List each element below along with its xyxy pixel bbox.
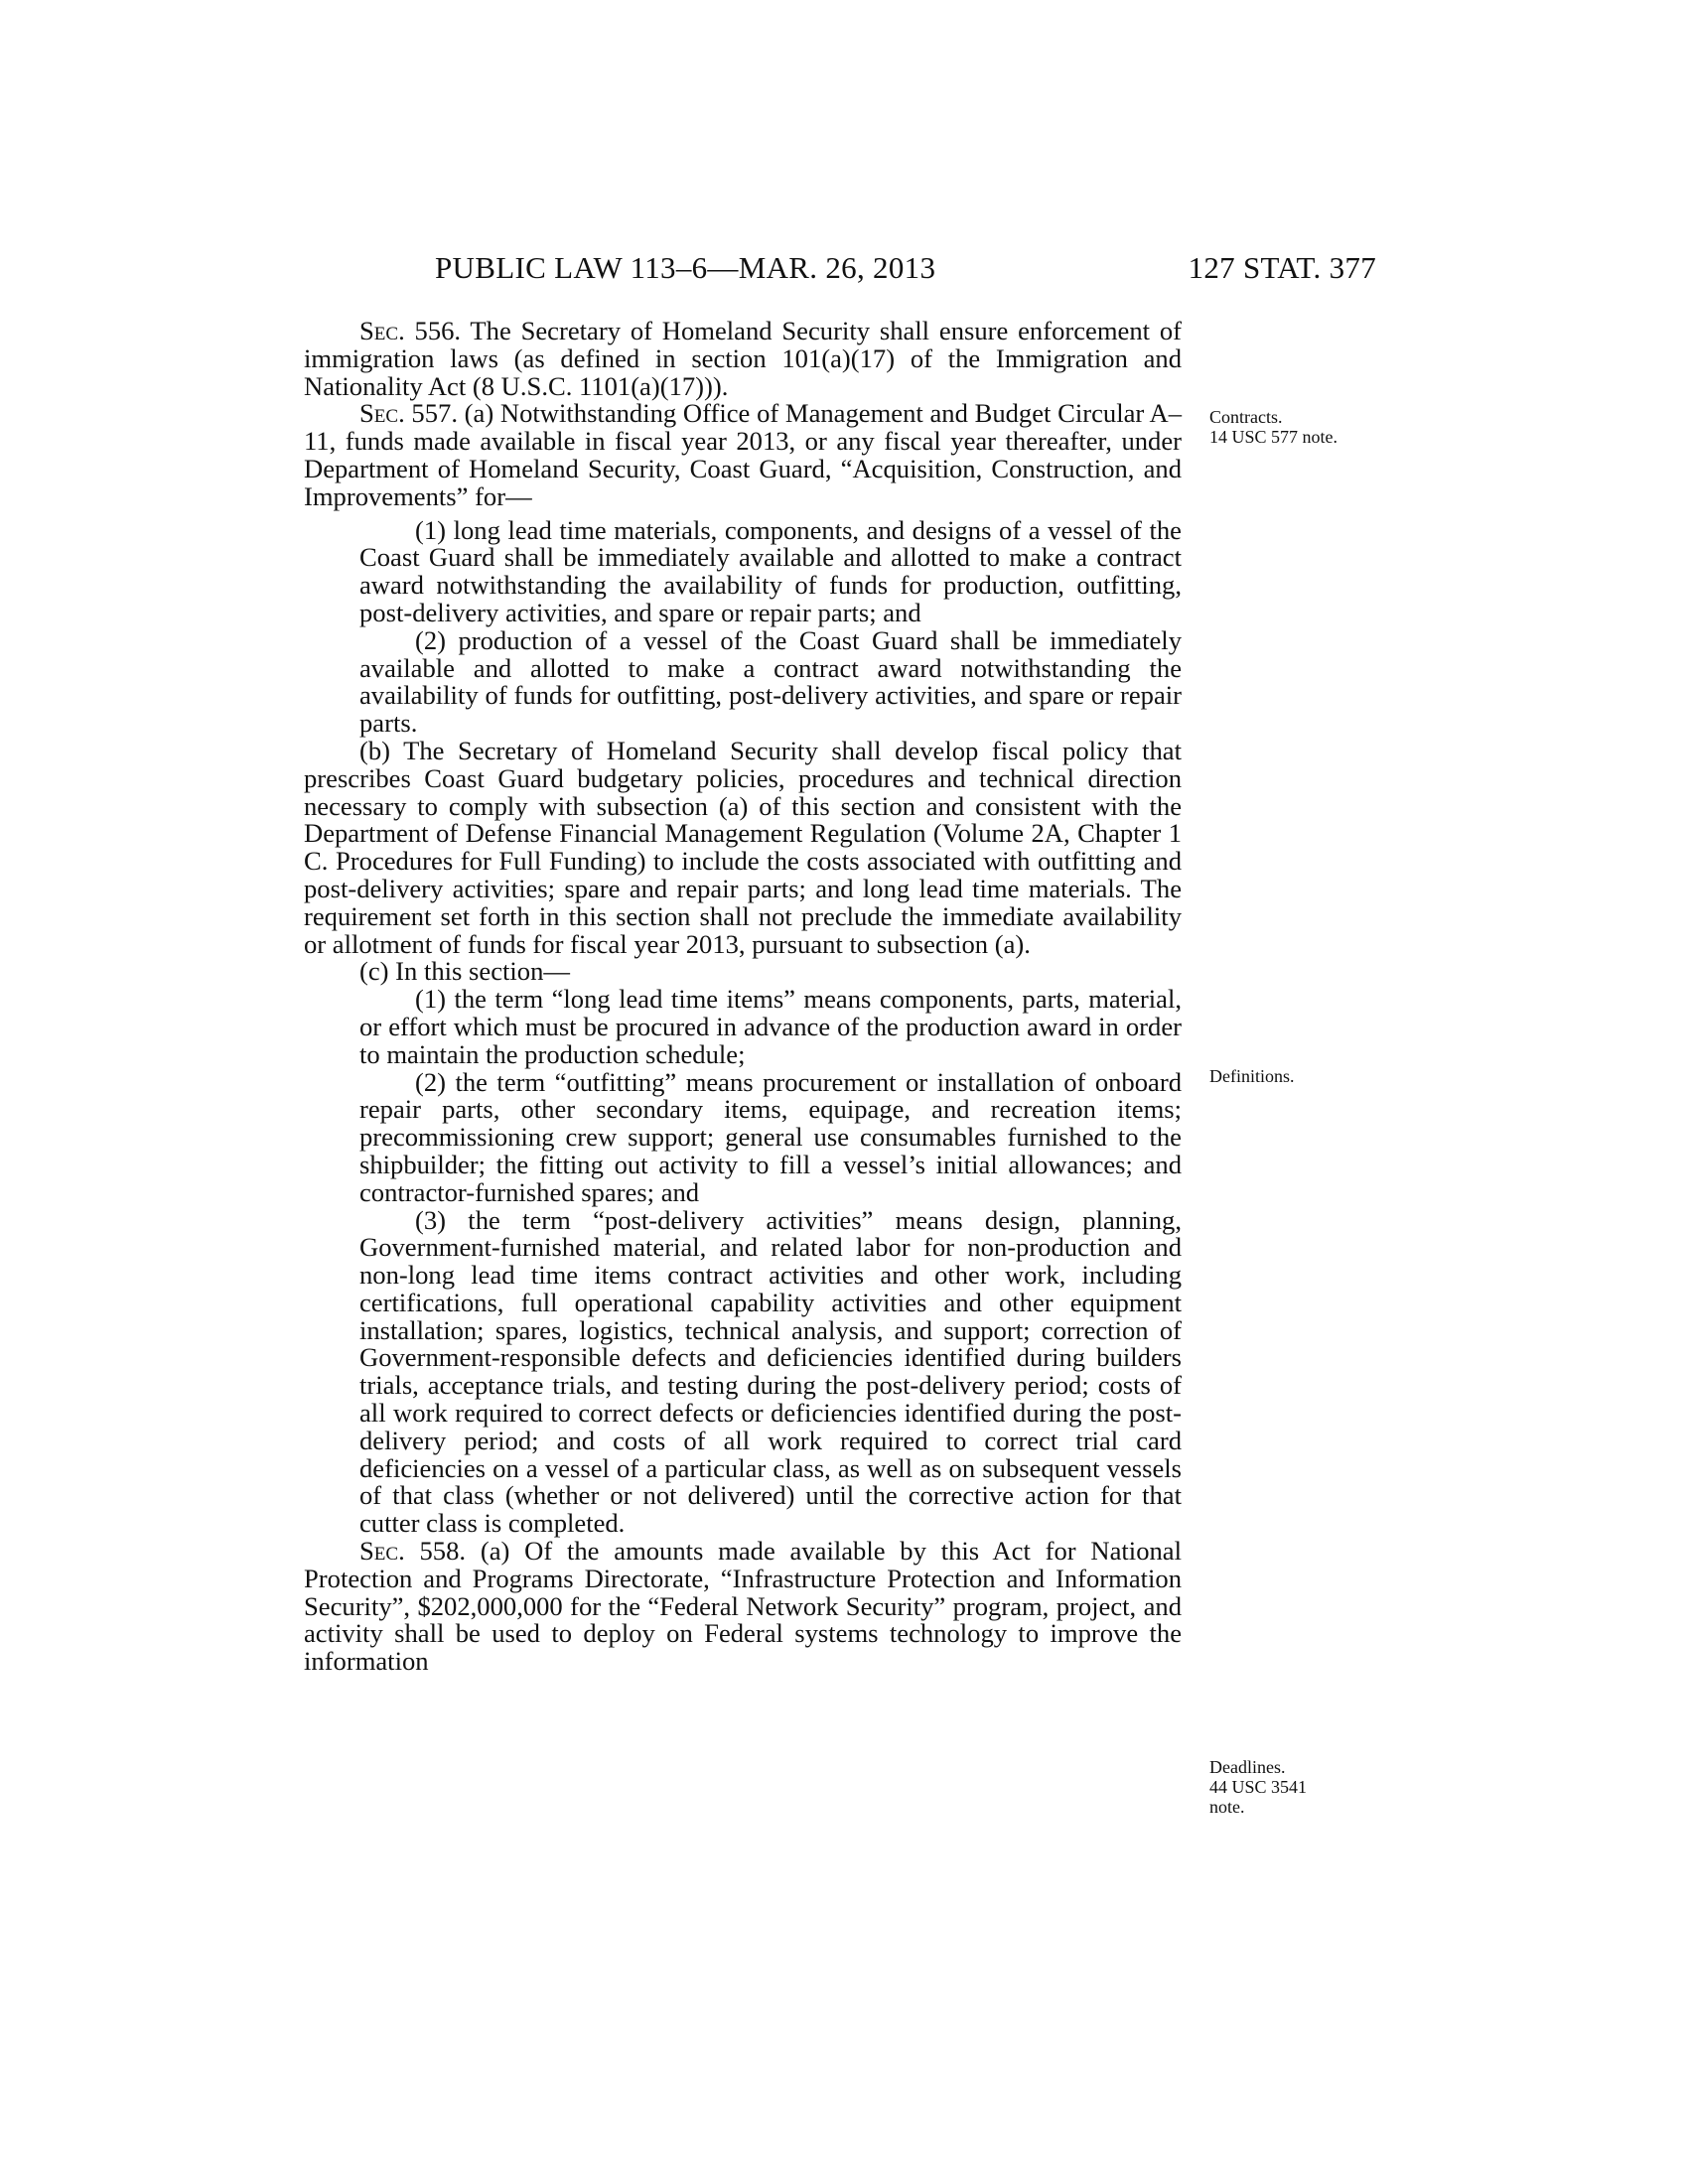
paragraph-557-c: (c) In this section— [359, 956, 570, 987]
section-label: Sec. [359, 1536, 405, 1567]
margin-note-deadlines: Deadlines. 44 USC 3541 note. [1209, 1757, 1308, 1817]
margin-note-definitions: Definitions. [1209, 1066, 1295, 1086]
running-title: PUBLIC LAW 113–6—MAR. 26, 2013 [435, 250, 936, 285]
margin-note-contracts: Contracts. 14 USC 577 note. [1209, 407, 1338, 447]
paragraph-557-b: (b) The Secretary of Homeland Security shall develop fiscal policy that prescribes Coast Guard budgetary policies, procedures and technical direction necessary to comply with subsection (a) of this section and consistent with the Department of Defense Financial Management Regulation (Volume 2A, Chapter 1 C. Procedures for Full Funding) to include the costs associated with outfitting and post-delivery activities; spare and repair parts; and long lead time materials. The requirement set forth in this section shall not preclude the immediate availability or allotment of funds for fiscal year 2013, pursuant to subsection (a). [304, 735, 1182, 959]
paragraph-557-c-3: (3) the term “post-delivery activities” means design, planning, Government-furnished material, and related labor for non-production and non-long lead time items contract activities and other work, including certifications, full operational capability activities and other equipment installation; spares, logistics, technical analysis, and support; correction of Government-responsible defects and deficiencies identified during builders trials, acceptance trials, and testing during the post-delivery period; costs of all work required to correct defects or deficiencies identified during the post-delivery period; and costs of all work required to correct trial card deficiencies on a vessel of a particular class, as well as on subsequent vessels of that class (whether or not delivered) until the corrective action for that cutter class is completed. [359, 1204, 1182, 1539]
statute-page-number: 127 STAT. 377 [1188, 250, 1376, 285]
paragraph-sec-558-a: Sec. 558. (a) Of the amounts made available by this Act for National Protection and Programs Directorate, “Infrastructure Protection and Information Security”, $202,000,000 for the “Federal Network Security” program, project, and activity shall be used to deploy on Federal systems technology to improve the information [304, 1536, 1182, 1677]
section-label: Sec. [359, 316, 405, 345]
paragraph-557-a-2: (2) production of a vessel of the Coast Guard shall be immediately available and allotted to make a contract award notwithstanding the availability of funds for outfitting, post-delivery activities, and spare or repair parts. [359, 624, 1182, 739]
paragraph-sec-556: Sec. 556. The Secretary of Homeland Security shall ensure enforcement of immigration laws (as defined in section 101(a)(17) of the Immigration and Nationality Act (8 U.S.C. 1101(a)(17))). [304, 316, 1182, 401]
paragraph-557-c-2: (2) the term “outfitting” means procurement or installation of onboard repair parts, other secondary items, equipage, and recreation items; precommissioning crew support; general use consumables furnished to the shipbuilder; the fitting out activity to fill a vessel’s initial allowances; and contractor-furnished spares; and [359, 1066, 1182, 1207]
section-label: Sec. [359, 398, 405, 429]
paragraph-557-c-1: (1) the term “long lead time items” means components, parts, material, or effort which must be procured in advance of the production award in order to maintain the production schedule; [359, 984, 1182, 1069]
paragraph-557-a-1: (1) long lead time materials, components, and designs of a vessel of the Coast Guard shall be immediately available and allotted to make a contract award notwithstanding the availability of funds for production, outfitting, post-delivery activities, and spare or repair parts; and [359, 514, 1182, 627]
paragraph-sec-557-a: Sec. 557. (a) Notwithstanding Office of Management and Budget Circular A–11, funds made available in fiscal year 2013, or any fiscal year thereafter, under Department of Homeland Security, Coast Guard, “Acquisition, Construction, and Improvements” for— [304, 398, 1182, 511]
page-header [304, 250, 1376, 290]
body-text [304, 318, 1182, 1676]
